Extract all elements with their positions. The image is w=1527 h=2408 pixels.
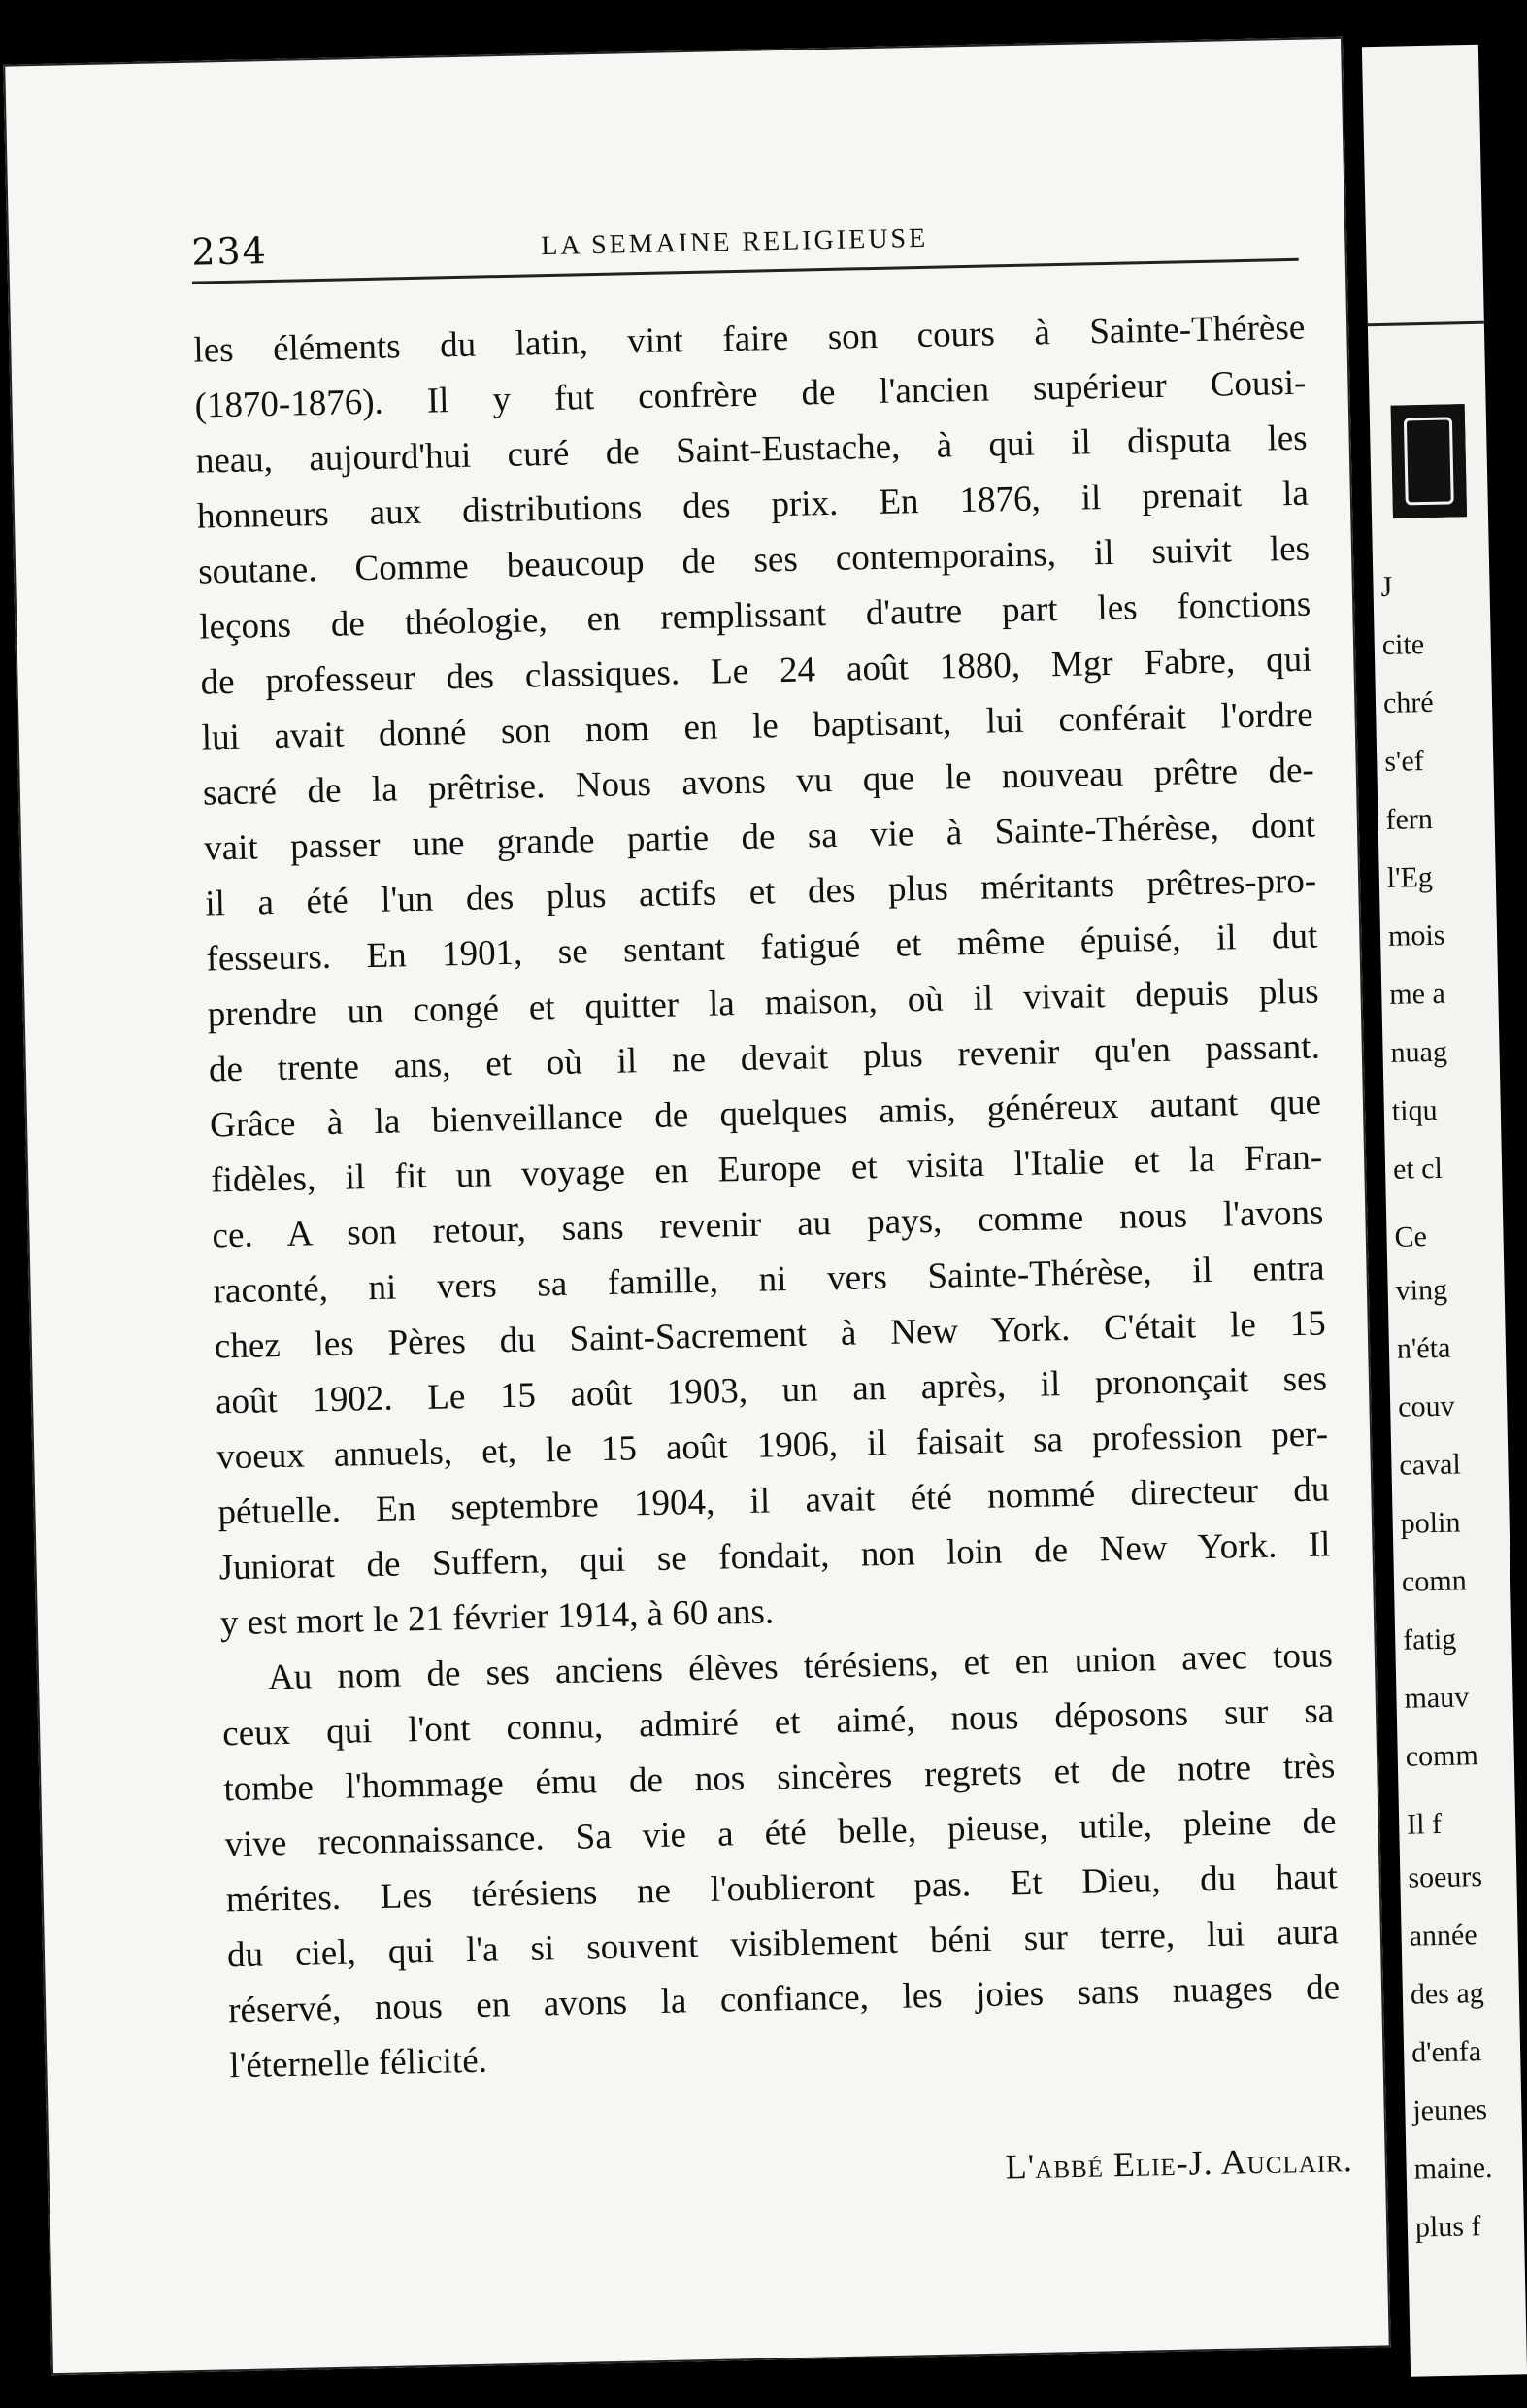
text-line: Juniorat de Suffern, qui se fondait, non loin de New York. Il	[218, 1524, 1331, 1589]
text-line: pétuelle. En septembre 1904, il avait été nommé directeur du	[217, 1469, 1330, 1533]
text-line: les éléments du latin, vint faire son cours à Sainte-Thérèse	[193, 307, 1306, 371]
paragraph-1	[193, 300, 1332, 1652]
text-line: chez les Pères du Saint-Sacrement à New York. C'était le 15	[214, 1303, 1327, 1367]
adjacent-text-fragment: Ce	[1394, 1221, 1428, 1254]
adjacent-page	[1362, 45, 1527, 2377]
adjacent-page-text	[1362, 45, 1493, 2244]
adjacent-text-fragment: me a	[1388, 977, 1446, 1011]
text-line: fesseurs. En 1901, se sentant fatigué et même épuisé, il dut	[206, 916, 1318, 980]
adjacent-text-fragment: nuag	[1390, 1035, 1448, 1069]
adjacent-text-fragment: plus f	[1414, 2210, 1481, 2244]
text-line: Grâce à la bienveillance de quelques amis, généreux autant que	[209, 1082, 1322, 1146]
text-line: du ciel, qui l'a si souvent visiblement béni sur terre, lui aura	[226, 1912, 1340, 1976]
text-line: ceux qui l'ont connu, admiré et aimé, nous déposons sur sa	[221, 1690, 1335, 1755]
adjacent-text-fragment: l'Eg	[1386, 860, 1434, 894]
text-line: vait passer une grande partie de sa vie à Sainte-Thérèse, dont	[203, 805, 1316, 869]
adjacent-text-fragment: tiqu	[1391, 1093, 1438, 1127]
adjacent-text-fragment: fern	[1385, 802, 1434, 836]
text-line: vive reconnaissance. Sa vie a été belle, pieuse, utile, pleine de	[224, 1801, 1337, 1865]
signature: L'abbé Elie-J. Auclair.	[1005, 2140, 1354, 2187]
text-line: tombe l'hommage ému de nos sincères regrets et de notre très	[223, 1746, 1336, 1810]
text-line: il a été l'un des plus actifs et des plus méritants prêtres-pro-	[204, 860, 1317, 924]
paragraph-2	[220, 1627, 1341, 2093]
adjacent-text-fragment: couv	[1397, 1389, 1455, 1423]
text-line: voeux annuels, et, le 15 août 1906, il faisait sa profession per-	[216, 1414, 1329, 1478]
text-line: mérites. Les térésiens ne l'oublieront pas. Et Dieu, du haut	[225, 1856, 1339, 1921]
adjacent-text-fragment: comm	[1405, 1739, 1479, 1773]
text-line: lui avait donné son nom en le baptisant, lui conférait l'ordre	[201, 694, 1313, 758]
text-line: sacré de la prêtrise. Nous avons vu que le nouveau prêtre de-	[202, 750, 1315, 814]
adjacent-text-fragment: chré	[1382, 686, 1434, 719]
text-line: y est mort le 21 février 1914, à 60 ans.	[219, 1591, 775, 1644]
text-line: (1870-1876). Il y fut confrère de l'ancien supérieur Cousi-	[194, 362, 1307, 426]
adjacent-text-fragment: et cl	[1392, 1152, 1444, 1186]
adjacent-text-fragment: J	[1380, 570, 1393, 603]
text-line: Au nom de ses anciens élèves térésiens, et en union avec tous	[267, 1635, 1334, 1698]
header-rule	[192, 258, 1299, 284]
adjacent-text-fragment: ving	[1395, 1273, 1448, 1307]
text-line: soutane. Comme beaucoup de ses contemporains, il suivit les	[197, 528, 1311, 592]
text-line: fidèles, il fit un voyage en Europe et visita l'Italie et la Fran-	[210, 1137, 1323, 1201]
page-number: 234	[190, 229, 269, 274]
adjacent-text-fragment: maine.	[1413, 2151, 1493, 2186]
text-line: de professeur des classiques. Le 24 août 1880, Mgr Fabre, qui	[200, 639, 1312, 703]
adjacent-text-fragment: mois	[1387, 919, 1445, 953]
text-line: prendre un congé et quitter la maison, où il vivait depuis plus	[207, 971, 1319, 1035]
adjacent-text-fragment: comn	[1401, 1564, 1467, 1598]
adjacent-text-fragment: jeunes	[1412, 2093, 1488, 2127]
text-line: l'éternelle félicité.	[229, 2040, 488, 2087]
ornamental-initial-icon	[1391, 404, 1467, 518]
text-line: neau, aujourd'hui curé de Saint-Eustache, à qui il disputa les	[195, 418, 1309, 482]
adjacent-text-fragment: s'ef	[1383, 745, 1425, 778]
text-line: de trente ans, et où il ne devait plus revenir qu'en passant.	[208, 1026, 1321, 1090]
running-title: LA SEMAINE RELIGIEUSE	[540, 222, 929, 262]
adjacent-header-rule	[1368, 321, 1484, 327]
text-line: honneurs aux distributions des prix. En 1876, il prenait la	[196, 473, 1310, 537]
text-line: ce. A son retour, sans revenir au pays, comme nous l'avons	[212, 1192, 1324, 1256]
adjacent-text-fragment: fatig	[1402, 1622, 1457, 1656]
adjacent-text-fragment: n'éta	[1396, 1331, 1451, 1365]
adjacent-text-fragment: caval	[1399, 1448, 1462, 1482]
page-header	[191, 198, 1299, 280]
book-page	[3, 37, 1391, 2375]
adjacent-text-fragment: soeurs	[1408, 1860, 1483, 1894]
adjacent-text-fragment: d'enfa	[1411, 2035, 1482, 2069]
adjacent-text-fragment: Il f	[1406, 1807, 1443, 1841]
text-line: réservé, nous en avons la confiance, les joies sans nuages de	[227, 1967, 1341, 2031]
adjacent-text-fragment: polin	[1400, 1506, 1461, 1540]
adjacent-text-fragment: mauv	[1404, 1681, 1470, 1715]
body-text	[193, 300, 1342, 2094]
text-line: raconté, ni vers sa famille, ni vers Sainte-Thérèse, il entra	[213, 1248, 1325, 1312]
text-line: août 1902. Le 15 août 1903, un an après, il prononçait ses	[215, 1358, 1328, 1422]
text-line: leçons de théologie, en remplissant d'autre part les fonctions	[198, 584, 1311, 648]
adjacent-text-fragment: année	[1409, 1919, 1477, 1953]
adjacent-text-fragment: des ag	[1410, 1977, 1485, 2011]
adjacent-text-fragment: cite	[1381, 628, 1425, 661]
